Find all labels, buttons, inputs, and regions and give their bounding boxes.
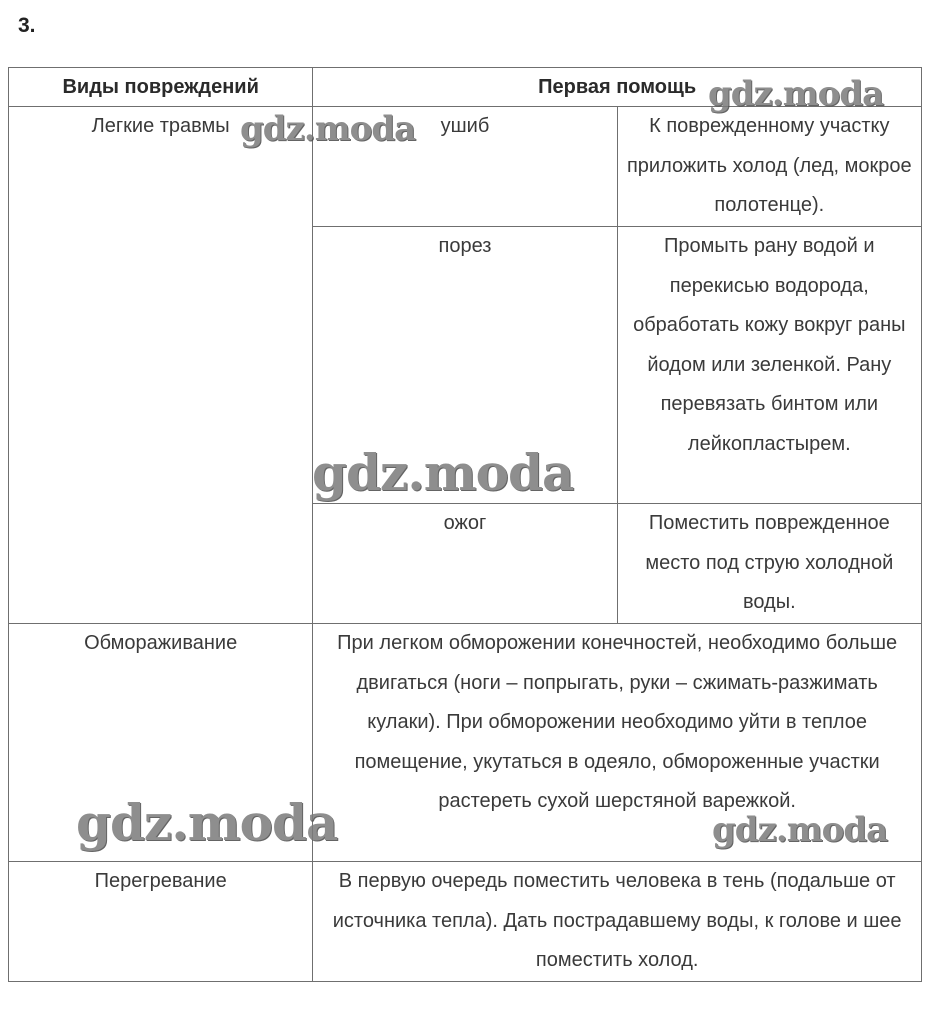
aid-cut: Промыть рану водой и перекисью водорода, обработать кожу вокруг раны йодом или зеленкой. Рану перевязать бинтом или лейкопластырем. [617,227,921,504]
watermark: gdz.moda [76,793,338,852]
header-first-aid: Первая помощь [313,68,922,107]
table-row [9,862,922,982]
injury-name-burn: ожог [313,504,617,624]
table-row [9,107,922,227]
aid-bruise: К поврежденному участку приложить холод (лед, мокрое полотенце). [617,107,921,227]
first-aid-table [8,67,922,982]
injury-name-bruise: ушиб [313,107,617,227]
watermark: gdz.moda [708,74,884,114]
overheating-label: Перегревание [9,862,313,982]
table-row [9,624,922,862]
task-number: 3. [18,14,36,37]
watermark: gdz.moda [312,443,574,502]
injury-name-cut: порез [313,227,617,504]
watermark: gdz.moda [240,109,416,149]
header-injury-types: Виды повреждений [9,68,313,107]
aid-frostbite: При легком обморожении конечностей, необходимо больше двигаться (ноги – попрыгать, руки – сжимать-разжимать кулаки). При обморожении необходимо уйти в теплое помещение, укутаться в одеяло, обмороженные участки растереть сухой шерстяной варежкой. [313,624,922,862]
table-header-row [9,68,922,107]
watermark: gdz.moda [712,810,888,850]
light-injuries-label: Легкие травмы [9,107,313,624]
frostbite-label: Обмораживание [9,624,313,862]
aid-overheating: В первую очередь поместить человека в тень (подальше от источника тепла). Дать пострадавшему воды, к голове и шее поместить холод. [313,862,922,982]
aid-burn: Поместить поврежденное место под струю холодной воды. [617,504,921,624]
